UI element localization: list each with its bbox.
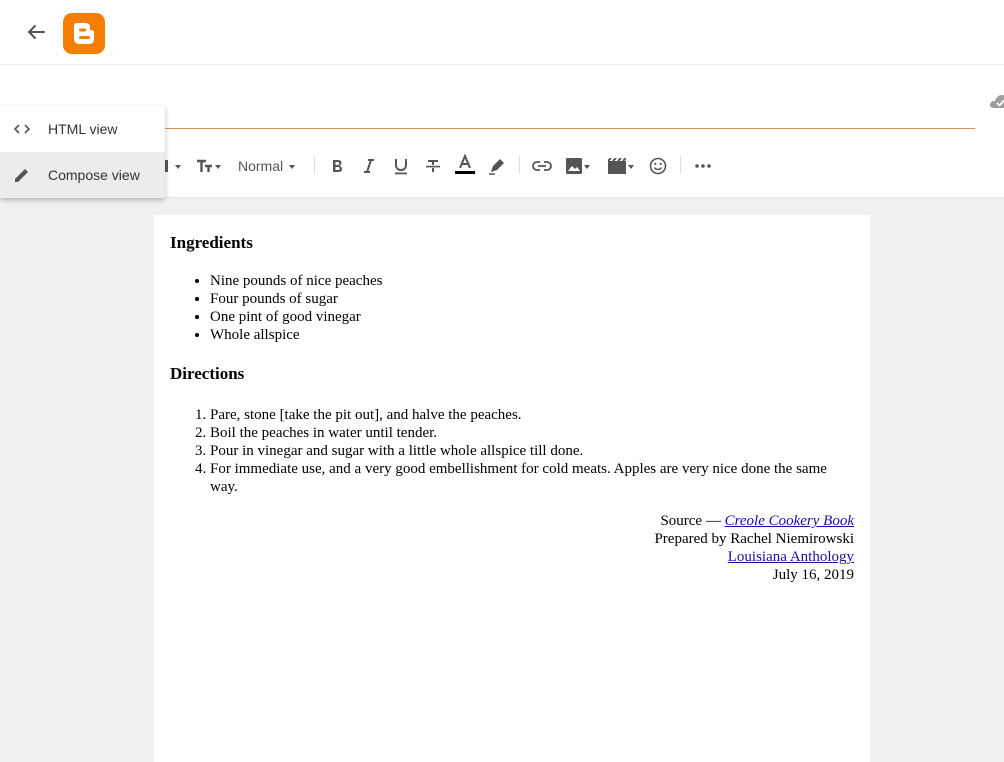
paragraph-style-dropdown[interactable]	[238, 156, 295, 176]
recipe-credits	[654, 512, 854, 584]
list-item: 4. For immediate use, and a very good embellishment for cold meats. Apples are very nice done the same way.	[210, 460, 850, 496]
list-item: • Four pounds of sugar	[210, 290, 850, 308]
ingredients-list	[210, 272, 850, 344]
list-item: 3. Pour in vinegar and sugar with a little whole allspice till done.	[210, 442, 850, 460]
emoji-icon	[649, 157, 667, 175]
highlight-button[interactable]	[488, 156, 506, 176]
list-item: • One pint of good vinegar	[210, 308, 850, 326]
text-color-icon	[455, 154, 475, 176]
text-color-button[interactable]	[455, 154, 475, 176]
chevron-down-icon	[215, 165, 221, 169]
chevron-down-icon	[289, 165, 295, 169]
html-view-label: HTML view	[48, 121, 118, 137]
highlight-icon	[488, 157, 506, 175]
post-date: July 16, 2019	[772, 567, 854, 583]
chevron-down-icon	[584, 165, 590, 169]
list-item: • Nine pounds of nice peaches	[210, 272, 850, 290]
image-icon	[566, 158, 582, 174]
source-prefix: Source —	[660, 513, 725, 529]
chevron-down-icon	[175, 165, 181, 169]
paragraph-style-label: Normal	[238, 158, 284, 174]
blogger-b-icon	[63, 13, 105, 54]
strikethrough-icon	[425, 158, 441, 174]
compose-view-menu-item[interactable]	[0, 152, 165, 198]
compose-view-label: Compose view	[48, 167, 140, 183]
blogger-logo[interactable]	[63, 13, 105, 54]
arrow-left-icon	[22, 18, 50, 46]
list-item: 1. Pare, stone [take the pit out], and halve the peaches.	[210, 406, 850, 424]
directions-list	[210, 406, 850, 496]
chevron-down-icon	[628, 165, 634, 169]
font-size-icon	[195, 158, 213, 174]
more-icon	[695, 164, 711, 168]
font-size-button[interactable]	[195, 156, 221, 176]
post-editor-body[interactable]	[154, 215, 870, 762]
strikethrough-button[interactable]	[425, 156, 441, 176]
source-line	[654, 512, 854, 530]
underline-icon	[393, 157, 409, 175]
bold-icon	[330, 158, 344, 174]
list-item: • Whole allspice	[210, 326, 850, 344]
cloud-saved-icon	[988, 92, 1004, 110]
back-button[interactable]	[22, 18, 50, 46]
prepared-by: Prepared by Rachel Niemirowski	[654, 531, 854, 547]
link-icon	[532, 160, 552, 172]
directions-heading: Directions	[170, 364, 245, 383]
bold-button[interactable]	[330, 156, 344, 176]
list-item: 2. Boil the peaches in water until tender.	[210, 424, 850, 442]
view-mode-menu	[0, 106, 165, 198]
insert-video-button[interactable]	[608, 156, 634, 176]
heading-button[interactable]	[163, 156, 181, 176]
toolbar-divider	[680, 156, 681, 174]
title-underline	[165, 128, 975, 129]
toolbar-divider	[519, 156, 520, 174]
insert-link-button[interactable]	[532, 156, 552, 176]
italic-button[interactable]	[362, 156, 376, 176]
source-link[interactable]: Creole Cookery Book	[724, 513, 854, 529]
top-bar	[0, 0, 1004, 65]
more-options-button[interactable]	[695, 156, 711, 176]
italic-icon	[362, 158, 376, 174]
ingredients-heading: Ingredients	[170, 233, 253, 252]
video-icon	[608, 158, 626, 174]
underline-button[interactable]	[393, 156, 409, 176]
html-view-menu-item[interactable]	[0, 106, 165, 152]
toolbar-divider	[314, 156, 315, 174]
insert-emoji-button[interactable]	[649, 156, 667, 176]
insert-image-button[interactable]	[566, 156, 590, 176]
anthology-link[interactable]: Louisiana Anthology	[727, 549, 854, 565]
pencil-icon	[13, 166, 31, 184]
code-icon	[13, 120, 31, 138]
